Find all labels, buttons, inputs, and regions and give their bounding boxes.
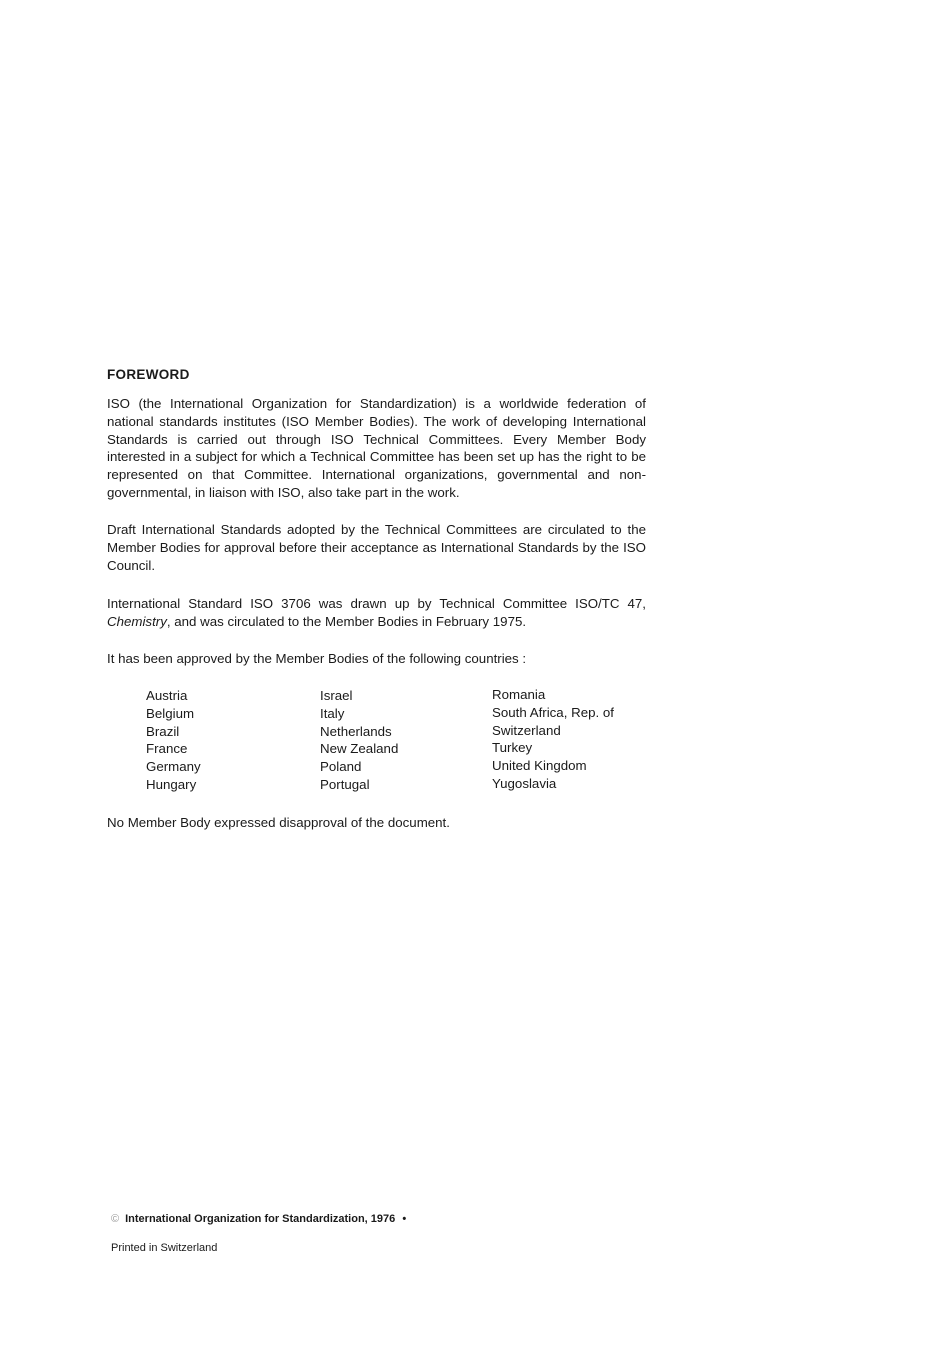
country: South Africa, Rep. of xyxy=(492,704,614,720)
country-column-2 xyxy=(320,687,398,794)
country: France xyxy=(146,741,188,757)
bullet-icon: • xyxy=(402,1213,407,1225)
country: Poland xyxy=(320,759,362,775)
country: Brazil xyxy=(146,723,180,739)
country: Austria xyxy=(146,688,188,703)
copyright-line xyxy=(111,1213,406,1225)
copyright-icon: © xyxy=(111,1213,120,1225)
paragraph-draft-standards: Draft International Standards adopted by the Technical Committees are circulated to the Member Bodies for approval before their acceptance as International Standards by the ISO Council. xyxy=(107,522,646,573)
approval-intro: It has been approved by the Member Bodies of the following countries : xyxy=(107,651,527,666)
foreword-heading: FOREWORD xyxy=(107,367,190,382)
country: Israel xyxy=(320,688,353,703)
paragraph-standard-origin xyxy=(107,595,646,631)
committee-name: Chemistry xyxy=(107,613,167,629)
country: Italy xyxy=(320,705,345,721)
country: United Kingdom xyxy=(492,758,587,774)
standard-text-after: , and was circulated to the Member Bodies in February 1975. xyxy=(166,613,527,629)
country: Switzerland xyxy=(492,722,561,738)
country: Hungary xyxy=(146,776,197,792)
country: New Zealand xyxy=(320,741,399,757)
country: Belgium xyxy=(146,705,195,721)
paragraph-iso-intro: ISO (the International Organization for Standardization) is a worldwide federation of national standards institutes (ISO Member Bodies). The work of developing International Standards is carried out through ISO Technical Committees. Every Member Body interested in a subject for which a Technical Committee has been set up has the right to be represented on that Committee. International organizations, governmental and non-governmental, in liaison with ISO, also take part in the work. xyxy=(107,396,646,500)
country: Yugoslavia xyxy=(492,775,557,791)
country: Portugal xyxy=(320,776,370,792)
country: Netherlands xyxy=(320,723,392,739)
country-column-3 xyxy=(492,686,614,793)
country: Turkey xyxy=(492,740,533,756)
country: Romania xyxy=(492,687,546,702)
country: Germany xyxy=(146,759,201,775)
printed-in: Printed in Switzerland xyxy=(111,1242,218,1254)
standard-text-before: International Standard ISO 3706 was drawn up by Technical Committee ISO/TC 47, xyxy=(107,596,646,611)
country-column-1 xyxy=(146,687,201,794)
disapproval-note: No Member Body expressed disapproval of the document. xyxy=(107,815,450,830)
copyright-text: International Organization for Standardization, 1976 xyxy=(125,1213,396,1225)
